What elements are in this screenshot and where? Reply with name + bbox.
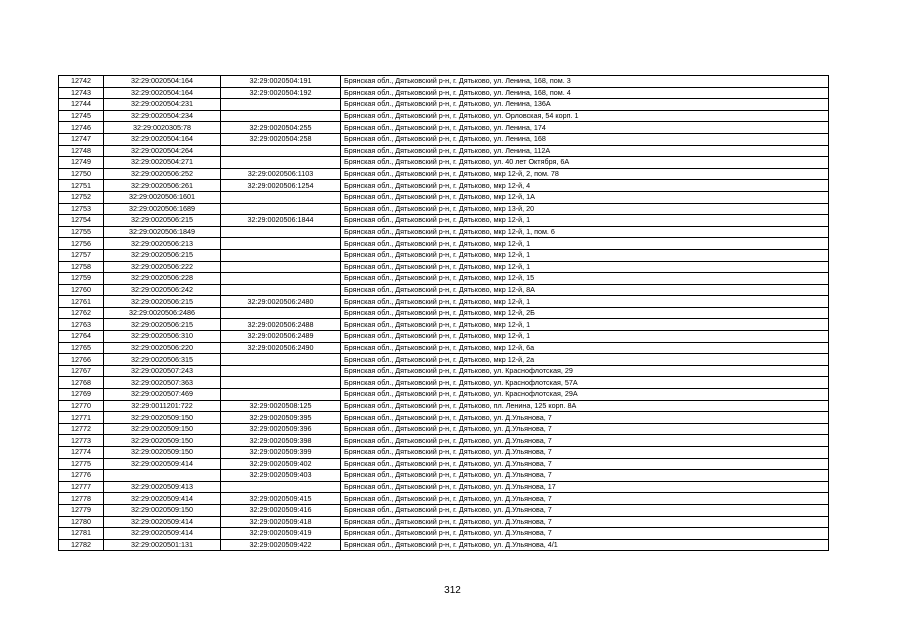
- object-number-cell: 32:29:0020508:125: [221, 400, 341, 412]
- object-number-cell: 32:29:0020509:399: [221, 447, 341, 459]
- object-number-cell: [221, 110, 341, 122]
- object-number-cell: [221, 389, 341, 401]
- row-number-cell: 12745: [59, 110, 104, 122]
- parcel-number-cell: [104, 470, 221, 482]
- parcel-number-cell: 32:29:0020507:363: [104, 377, 221, 389]
- row-number-cell: 12744: [59, 99, 104, 111]
- parcel-number-cell: 32:29:0020506:220: [104, 342, 221, 354]
- parcel-number-cell: 32:29:0020506:222: [104, 261, 221, 273]
- parcel-number-cell: 32:29:0020506:1601: [104, 191, 221, 203]
- table-row: [59, 122, 829, 134]
- address-cell: Брянская обл., Дятьковский р-н, г. Дятьково, ул. Ленина, 174: [341, 122, 829, 134]
- object-number-cell: 32:29:0020506:2489: [221, 331, 341, 343]
- parcel-number-cell: 32:29:0020506:215: [104, 215, 221, 227]
- parcel-number-cell: 32:29:0020507:243: [104, 365, 221, 377]
- row-number-cell: 12749: [59, 157, 104, 169]
- table-row: [59, 249, 829, 261]
- object-number-cell: 32:29:0020504:191: [221, 76, 341, 88]
- parcel-number-cell: 32:29:0020504:264: [104, 145, 221, 157]
- table-row: [59, 331, 829, 343]
- object-number-cell: [221, 284, 341, 296]
- parcel-number-cell: 32:29:0020506:215: [104, 319, 221, 331]
- object-number-cell: [221, 249, 341, 261]
- address-cell: Брянская обл., Дятьковский р-н, г. Дятьково, мкр 12-й, 2Б: [341, 307, 829, 319]
- object-number-cell: 32:29:0020506:2490: [221, 342, 341, 354]
- row-number-cell: 12769: [59, 389, 104, 401]
- address-cell: Брянская обл., Дятьковский р-н, г. Дятьково, мкр 12-й, 2а: [341, 354, 829, 366]
- address-cell: Брянская обл., Дятьковский р-н, г. Дятьково, мкр 12-й, 1: [341, 215, 829, 227]
- page-number: 312: [444, 585, 461, 596]
- table-row: [59, 191, 829, 203]
- parcel-number-cell: 32:29:0020504:271: [104, 157, 221, 169]
- object-number-cell: 32:29:0020509:415: [221, 493, 341, 505]
- address-cell: Брянская обл., Дятьковский р-н, г. Дятьково, ул. Д.Ульянова, 7: [341, 447, 829, 459]
- object-number-cell: 32:29:0020509:398: [221, 435, 341, 447]
- row-number-cell: 12778: [59, 493, 104, 505]
- row-number-cell: 12754: [59, 215, 104, 227]
- row-number-cell: 12765: [59, 342, 104, 354]
- parcel-number-cell: 32:29:0020507:469: [104, 389, 221, 401]
- object-number-cell: 32:29:0020509:419: [221, 528, 341, 540]
- row-number-cell: 12751: [59, 180, 104, 192]
- table-row: [59, 296, 829, 308]
- object-number-cell: 32:29:0020509:418: [221, 516, 341, 528]
- row-number-cell: 12748: [59, 145, 104, 157]
- parcel-number-cell: 32:29:0020509:150: [104, 412, 221, 424]
- parcel-number-cell: 32:29:0020509:150: [104, 435, 221, 447]
- address-cell: Брянская обл., Дятьковский р-н, г. Дятьково, ул. Ленина, 168, пом. 4: [341, 87, 829, 99]
- address-cell: Брянская обл., Дятьковский р-н, г. Дятьково, ул. 40 лет Октября, 6А: [341, 157, 829, 169]
- address-cell: Брянская обл., Дятьковский р-н, г. Дятьково, мкр 12-й, 8А: [341, 284, 829, 296]
- row-number-cell: 12772: [59, 423, 104, 435]
- row-number-cell: 12767: [59, 365, 104, 377]
- parcel-number-cell: 32:29:0020506:1849: [104, 226, 221, 238]
- row-number-cell: 12781: [59, 528, 104, 540]
- row-number-cell: 12755: [59, 226, 104, 238]
- address-cell: Брянская обл., Дятьковский р-н, г. Дятьково, ул. Д.Ульянова, 7: [341, 435, 829, 447]
- row-number-cell: 12759: [59, 273, 104, 285]
- address-cell: Брянская обл., Дятьковский р-н, г. Дятьково, мкр 12-й, 1: [341, 296, 829, 308]
- address-cell: Брянская обл., Дятьковский р-н, г. Дятьково, ул. Д.Ульянова, 7: [341, 528, 829, 540]
- row-number-cell: 12747: [59, 133, 104, 145]
- parcel-number-cell: 32:29:0020509:414: [104, 458, 221, 470]
- row-number-cell: 12758: [59, 261, 104, 273]
- parcel-number-cell: 32:29:0020509:150: [104, 504, 221, 516]
- object-number-cell: 32:29:0020504:255: [221, 122, 341, 134]
- parcel-number-cell: 32:29:0020501:131: [104, 539, 221, 551]
- address-cell: Брянская обл., Дятьковский р-н, г. Дятьково, мкр 12-й, 6а: [341, 342, 829, 354]
- parcel-number-cell: 32:29:0020504:234: [104, 110, 221, 122]
- parcel-number-cell: 32:29:0020509:414: [104, 516, 221, 528]
- row-number-cell: 12774: [59, 447, 104, 459]
- object-number-cell: [221, 238, 341, 250]
- parcel-number-cell: 32:29:0020506:1689: [104, 203, 221, 215]
- object-number-cell: 32:29:0020504:258: [221, 133, 341, 145]
- table-row: [59, 168, 829, 180]
- row-number-cell: 12756: [59, 238, 104, 250]
- table-row: [59, 493, 829, 505]
- table-row: [59, 539, 829, 551]
- table-row: [59, 504, 829, 516]
- table-row: [59, 435, 829, 447]
- table-row: [59, 481, 829, 493]
- table-row: [59, 319, 829, 331]
- table-row: [59, 400, 829, 412]
- address-cell: Брянская обл., Дятьковский р-н, г. Дятьково, ул. Краснофлотская, 57А: [341, 377, 829, 389]
- address-cell: Брянская обл., Дятьковский р-н, г. Дятьково, ул. Ленина, 136А: [341, 99, 829, 111]
- parcel-number-cell: 32:29:0020509:150: [104, 423, 221, 435]
- table-row: [59, 226, 829, 238]
- object-number-cell: [221, 354, 341, 366]
- row-number-cell: 12779: [59, 504, 104, 516]
- table-row: [59, 447, 829, 459]
- object-number-cell: [221, 261, 341, 273]
- table-row: [59, 284, 829, 296]
- table-row: [59, 516, 829, 528]
- row-number-cell: 12761: [59, 296, 104, 308]
- table-row: [59, 377, 829, 389]
- table-row: [59, 180, 829, 192]
- parcel-number-cell: 32:29:0020506:315: [104, 354, 221, 366]
- parcel-number-cell: 32:29:0020506:310: [104, 331, 221, 343]
- object-number-cell: [221, 191, 341, 203]
- object-number-cell: 32:29:0020509:416: [221, 504, 341, 516]
- row-number-cell: 12762: [59, 307, 104, 319]
- object-number-cell: 32:29:0020506:1844: [221, 215, 341, 227]
- object-number-cell: [221, 226, 341, 238]
- address-cell: Брянская обл., Дятьковский р-н, г. Дятьково, ул. Д.Ульянова, 7: [341, 412, 829, 424]
- table-row: [59, 99, 829, 111]
- table-row: [59, 389, 829, 401]
- table-row: [59, 238, 829, 250]
- row-number-cell: 12776: [59, 470, 104, 482]
- row-number-cell: 12753: [59, 203, 104, 215]
- object-number-cell: 32:29:0020506:1254: [221, 180, 341, 192]
- address-cell: Брянская обл., Дятьковский р-н, г. Дятьково, ул. Д.Ульянова, 4/1: [341, 539, 829, 551]
- address-cell: Брянская обл., Дятьковский р-н, г. Дятьково, ул. Ленина, 168, пом. 3: [341, 76, 829, 88]
- table-row: [59, 76, 829, 88]
- table-row: [59, 145, 829, 157]
- object-number-cell: 32:29:0020509:396: [221, 423, 341, 435]
- table-row: [59, 342, 829, 354]
- row-number-cell: 12764: [59, 331, 104, 343]
- row-number-cell: 12757: [59, 249, 104, 261]
- row-number-cell: 12782: [59, 539, 104, 551]
- address-cell: Брянская обл., Дятьковский р-н, г. Дятьково, ул. Д.Ульянова, 17: [341, 481, 829, 493]
- address-cell: Брянская обл., Дятьковский р-н, г. Дятьково, ул. Д.Ульянова, 7: [341, 516, 829, 528]
- object-number-cell: [221, 481, 341, 493]
- object-number-cell: 32:29:0020506:2488: [221, 319, 341, 331]
- object-number-cell: [221, 99, 341, 111]
- row-number-cell: 12768: [59, 377, 104, 389]
- object-number-cell: [221, 377, 341, 389]
- object-number-cell: [221, 365, 341, 377]
- table-row: [59, 110, 829, 122]
- address-cell: Брянская обл., Дятьковский р-н, г. Дятьково, мкр 12-й, 2, пом. 78: [341, 168, 829, 180]
- address-cell: Брянская обл., Дятьковский р-н, г. Дятьково, ул. Д.Ульянова, 7: [341, 470, 829, 482]
- parcel-number-cell: 32:29:0020509:414: [104, 528, 221, 540]
- parcel-number-cell: 32:29:0020509:413: [104, 481, 221, 493]
- object-number-cell: 32:29:0020506:1103: [221, 168, 341, 180]
- table-row: [59, 273, 829, 285]
- table-row: [59, 307, 829, 319]
- row-number-cell: 12746: [59, 122, 104, 134]
- parcel-number-cell: 32:29:0020506:213: [104, 238, 221, 250]
- row-number-cell: 12771: [59, 412, 104, 424]
- address-cell: Брянская обл., Дятьковский р-н, г. Дятьково, ул. Орловская, 54 корп. 1: [341, 110, 829, 122]
- address-cell: Брянская обл., Дятьковский р-н, г. Дятьково, ул. Д.Ульянова, 7: [341, 458, 829, 470]
- parcel-number-cell: 32:29:0020506:215: [104, 249, 221, 261]
- row-number-cell: 12763: [59, 319, 104, 331]
- parcel-number-cell: 32:29:0020509:150: [104, 447, 221, 459]
- table-row: [59, 365, 829, 377]
- table-row: [59, 261, 829, 273]
- address-cell: Брянская обл., Дятьковский р-н, г. Дятьково, ул. Краснофлотская, 29А: [341, 389, 829, 401]
- object-number-cell: 32:29:0020509:422: [221, 539, 341, 551]
- table-row: [59, 215, 829, 227]
- object-number-cell: [221, 157, 341, 169]
- table-row: [59, 87, 829, 99]
- cadastral-table-body: [59, 76, 829, 551]
- address-cell: Брянская обл., Дятьковский р-н, г. Дятьково, мкр 12-й, 1, пом. 6: [341, 226, 829, 238]
- address-cell: Брянская обл., Дятьковский р-н, г. Дятьково, пл. Ленина, 125 корп. 8А: [341, 400, 829, 412]
- parcel-number-cell: 32:29:0020506:228: [104, 273, 221, 285]
- table-row: [59, 133, 829, 145]
- table-row: [59, 354, 829, 366]
- object-number-cell: 32:29:0020509:403: [221, 470, 341, 482]
- parcel-number-cell: 32:29:0020504:164: [104, 133, 221, 145]
- address-cell: Брянская обл., Дятьковский р-н, г. Дятьково, ул. Краснофлотская, 29: [341, 365, 829, 377]
- parcel-number-cell: 32:29:0020504:231: [104, 99, 221, 111]
- row-number-cell: 12752: [59, 191, 104, 203]
- parcel-number-cell: 32:29:0020506:242: [104, 284, 221, 296]
- row-number-cell: 12780: [59, 516, 104, 528]
- address-cell: Брянская обл., Дятьковский р-н, г. Дятьково, мкр 12-й, 1: [341, 238, 829, 250]
- address-cell: Брянская обл., Дятьковский р-н, г. Дятьково, ул. Ленина, 168: [341, 133, 829, 145]
- parcel-number-cell: 32:29:0020504:164: [104, 76, 221, 88]
- row-number-cell: 12760: [59, 284, 104, 296]
- object-number-cell: 32:29:0020509:395: [221, 412, 341, 424]
- parcel-number-cell: 32:29:0020504:164: [104, 87, 221, 99]
- row-number-cell: 12766: [59, 354, 104, 366]
- object-number-cell: 32:29:0020509:402: [221, 458, 341, 470]
- address-cell: Брянская обл., Дятьковский р-н, г. Дятьково, мкр 13-й, 20: [341, 203, 829, 215]
- address-cell: Брянская обл., Дятьковский р-н, г. Дятьково, ул. Ленина, 112А: [341, 145, 829, 157]
- address-cell: Брянская обл., Дятьковский р-н, г. Дятьково, мкр 12-й, 1А: [341, 191, 829, 203]
- row-number-cell: 12750: [59, 168, 104, 180]
- table-row: [59, 470, 829, 482]
- table-row: [59, 458, 829, 470]
- object-number-cell: 32:29:0020506:2480: [221, 296, 341, 308]
- row-number-cell: 12770: [59, 400, 104, 412]
- table-row: [59, 423, 829, 435]
- table-row: [59, 157, 829, 169]
- address-cell: Брянская обл., Дятьковский р-н, г. Дятьково, ул. Д.Ульянова, 7: [341, 423, 829, 435]
- parcel-number-cell: 32:29:0020305:78: [104, 122, 221, 134]
- parcel-number-cell: 32:29:0020509:414: [104, 493, 221, 505]
- object-number-cell: 32:29:0020504:192: [221, 87, 341, 99]
- object-number-cell: [221, 203, 341, 215]
- row-number-cell: 12743: [59, 87, 104, 99]
- row-number-cell: 12742: [59, 76, 104, 88]
- parcel-number-cell: 32:29:0020506:215: [104, 296, 221, 308]
- parcel-number-cell: 32:29:0011201:722: [104, 400, 221, 412]
- address-cell: Брянская обл., Дятьковский р-н, г. Дятьково, мкр 12-й, 1: [341, 319, 829, 331]
- address-cell: Брянская обл., Дятьковский р-н, г. Дятьково, ул. Д.Ульянова, 7: [341, 493, 829, 505]
- row-number-cell: 12773: [59, 435, 104, 447]
- cadastral-table: [58, 75, 829, 551]
- address-cell: Брянская обл., Дятьковский р-н, г. Дятьково, мкр 12-й, 1: [341, 331, 829, 343]
- table-row: [59, 528, 829, 540]
- address-cell: Брянская обл., Дятьковский р-н, г. Дятьково, мкр 12-й, 1: [341, 261, 829, 273]
- parcel-number-cell: 32:29:0020506:261: [104, 180, 221, 192]
- parcel-number-cell: 32:29:0020506:252: [104, 168, 221, 180]
- table-row: [59, 203, 829, 215]
- row-number-cell: 12777: [59, 481, 104, 493]
- parcel-number-cell: 32:29:0020506:2486: [104, 307, 221, 319]
- address-cell: Брянская обл., Дятьковский р-н, г. Дятьково, ул. Д.Ульянова, 7: [341, 504, 829, 516]
- address-cell: Брянская обл., Дятьковский р-н, г. Дятьково, мкр 12-й, 1: [341, 249, 829, 261]
- object-number-cell: [221, 307, 341, 319]
- table-row: [59, 412, 829, 424]
- row-number-cell: 12775: [59, 458, 104, 470]
- object-number-cell: [221, 273, 341, 285]
- address-cell: Брянская обл., Дятьковский р-н, г. Дятьково, мкр 12-й, 4: [341, 180, 829, 192]
- object-number-cell: [221, 145, 341, 157]
- address-cell: Брянская обл., Дятьковский р-н, г. Дятьково, мкр 12-й, 15: [341, 273, 829, 285]
